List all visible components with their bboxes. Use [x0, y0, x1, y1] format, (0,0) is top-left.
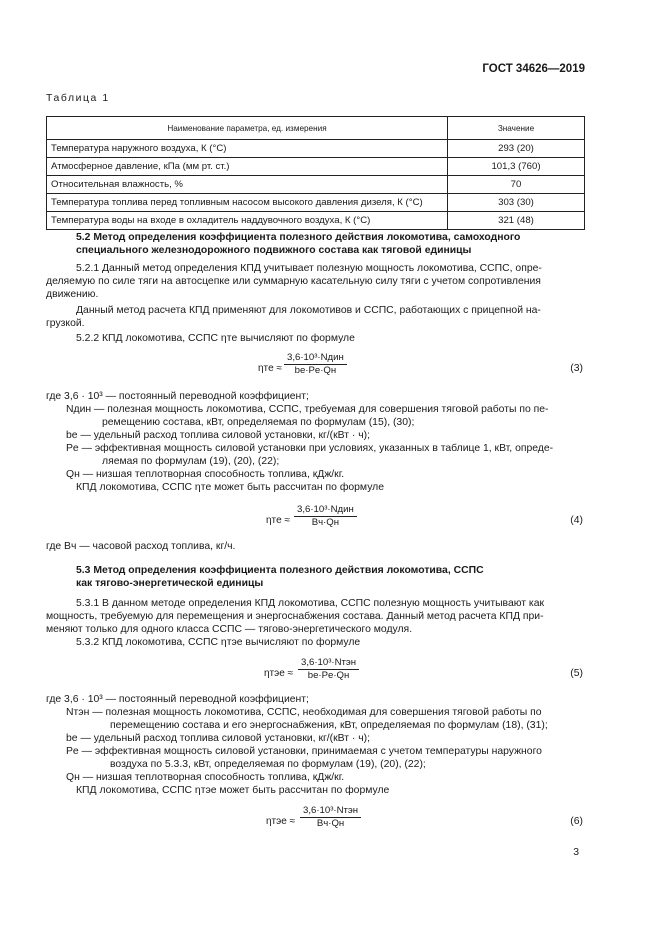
equation-number: (3): [570, 363, 583, 374]
section-5-3: [46, 564, 585, 649]
definition: где Bч — часовой расход топлива, кг/ч.: [46, 541, 236, 552]
paragraph: мощность, требуемую для перемещения и энергоснабжения состава. Данный метод расчета КПД при-: [46, 611, 544, 622]
definition: где 3,6 · 10³ — постоянный переводной коэффициент;: [46, 391, 309, 402]
definition: be — удельный расход топлива силовой установки, кг/(кВт · ч);: [66, 430, 371, 441]
paragraph: грузкой.: [46, 318, 85, 329]
cell-value: 293 (20): [448, 140, 585, 158]
formula-lhs: ηтe ≈: [266, 515, 290, 526]
denominator: be·Pe·Qн: [307, 670, 350, 681]
numerator: 3,6·10³·Nтэн: [298, 657, 359, 670]
definition: ляемая по формулам (19), (20), (22);: [102, 456, 280, 467]
section-title: как тягово-энергетической единицы: [76, 578, 264, 589]
cell-value: 70: [448, 176, 585, 194]
where-list-4: [46, 540, 585, 553]
header-value: Значение: [448, 117, 585, 140]
denominator: Bч·Qн: [316, 818, 345, 829]
formula-lhs: ηтэe ≈: [264, 668, 294, 679]
where-list-3: [46, 390, 585, 494]
formula-4: [0, 504, 661, 534]
conditions-table: [46, 116, 585, 230]
cell-param: Относительная влажность, %: [47, 176, 448, 194]
table-row: [47, 212, 585, 230]
fraction: [300, 805, 361, 830]
paragraph: 5.2.2 КПД локомотива, ССПС ηтe вычисляют по формуле: [76, 333, 355, 344]
numerator: 3,6·10³·Nдин: [284, 352, 347, 365]
equation-number: (5): [570, 668, 583, 679]
cell-param: Температура наружного воздуха, К (°С): [47, 140, 448, 158]
table-row: [47, 194, 585, 212]
numerator: 3,6·10³·Nтэн: [300, 805, 361, 818]
paragraph: КПД локомотива, ССПС ηтэe может быть рассчитан по формуле: [76, 785, 390, 796]
denominator: be·Pe·Qн: [294, 365, 337, 376]
definition: воздуха по 5.3.3, кВт, определяемая по формулам (19), (20), (22);: [110, 759, 426, 770]
formula-lhs: ηтe ≈: [258, 363, 282, 374]
section-title: 5.2 Метод определения коэффициента полезного действия локомотива, самоходного: [76, 232, 521, 243]
equation-number: (6): [570, 816, 583, 827]
definition: Qн — низшая теплотворная способность топлива, кДж/кг.: [66, 772, 345, 783]
paragraph: 5.3.2 КПД локомотива, ССПС ηтэe вычисляют по формуле: [76, 637, 361, 648]
paragraph: Данный метод расчета КПД применяют для локомотивов и ССПС, работающих с прицепной на-: [76, 305, 541, 316]
formula-6: [0, 805, 661, 835]
paragraph: меняют только для одного класса ССПС — тягово-энергетического модуля.: [46, 624, 413, 635]
definition: Pe — эффективная мощность силовой установки при условиях, указанных в таблице 1, кВт, опреде-: [66, 443, 554, 454]
cell-value: 101,3 (760): [448, 158, 585, 176]
cell-param: Атмосферное давление, кПа (мм рт. ст.): [47, 158, 448, 176]
definition: где 3,6 · 10³ — постоянный переводной коэффициент;: [46, 694, 309, 705]
table-header-row: [47, 117, 585, 140]
definition: Nтэн — полезная мощность локомотива, ССПС, необходимая для совершения тяговой работы по: [66, 707, 542, 718]
formula-3: [0, 352, 661, 382]
page-number: 3: [573, 847, 579, 858]
denominator: Bч·Qн: [311, 517, 340, 528]
header-param: Наименование параметра, ед. измерения: [47, 117, 448, 140]
cell-value: 303 (30): [448, 194, 585, 212]
fraction: [298, 657, 359, 682]
section-title: специального железнодорожного подвижного состава как тяговой единицы: [76, 245, 472, 256]
standard-number: ГОСТ 34626—2019: [482, 63, 585, 75]
table-row: [47, 176, 585, 194]
paragraph: движению.: [46, 289, 99, 300]
definition: ремещению состава, кВт, определяемая по формулам (15), (30);: [102, 417, 415, 428]
cell-param: Температура топлива перед топливным насосом высокого давления дизеля, К (°С): [47, 194, 448, 212]
formula-5: [0, 657, 661, 687]
fraction: [284, 352, 347, 377]
where-list-5: [46, 693, 585, 797]
definition: be — удельный расход топлива силовой установки, кг/(кВт · ч);: [66, 733, 371, 744]
section-title: 5.3 Метод определения коэффициента полезного действия локомотива, ССПС: [76, 565, 484, 576]
paragraph: деляемую по силе тяги на автосцепке или суммарную касательную силу тяги с учетом сопротивления: [46, 276, 541, 287]
definition: Pe — эффективная мощность силовой установки, принимаемая с учетом температуры наружного: [66, 746, 542, 757]
paragraph: 5.2.1 Данный метод определения КПД учитывает полезную мощность локомотива, ССПС, опре-: [76, 263, 542, 274]
section-5-2: [46, 231, 585, 345]
equation-number: (4): [570, 515, 583, 526]
table-caption: Таблица 1: [46, 93, 110, 104]
fraction: [294, 504, 357, 529]
definition: Qн — низшая теплотворная способность топлива, кДж/кг.: [66, 469, 345, 480]
definition: Nдин — полезная мощность локомотива, ССПС, требуемая для совершения тяговой работы по пе-: [66, 404, 549, 415]
cell-param: Температура воды на входе в охладитель наддувочного воздуха, К (°С): [47, 212, 448, 230]
formula-lhs: ηтэe ≈: [266, 816, 296, 827]
cell-value: 321 (48): [448, 212, 585, 230]
paragraph: КПД локомотива, ССПС ηтe может быть рассчитан по формуле: [76, 482, 385, 493]
table-row: [47, 158, 585, 176]
paragraph: 5.3.1 В данном методе определения КПД локомотива, ССПС полезную мощность учитывают как: [76, 598, 545, 609]
definition: перемещению состава и его энергоснабжения, кВт, определяемая по формулам (18), (31);: [110, 720, 548, 731]
table-row: [47, 140, 585, 158]
numerator: 3,6·10³·Nдин: [294, 504, 357, 517]
